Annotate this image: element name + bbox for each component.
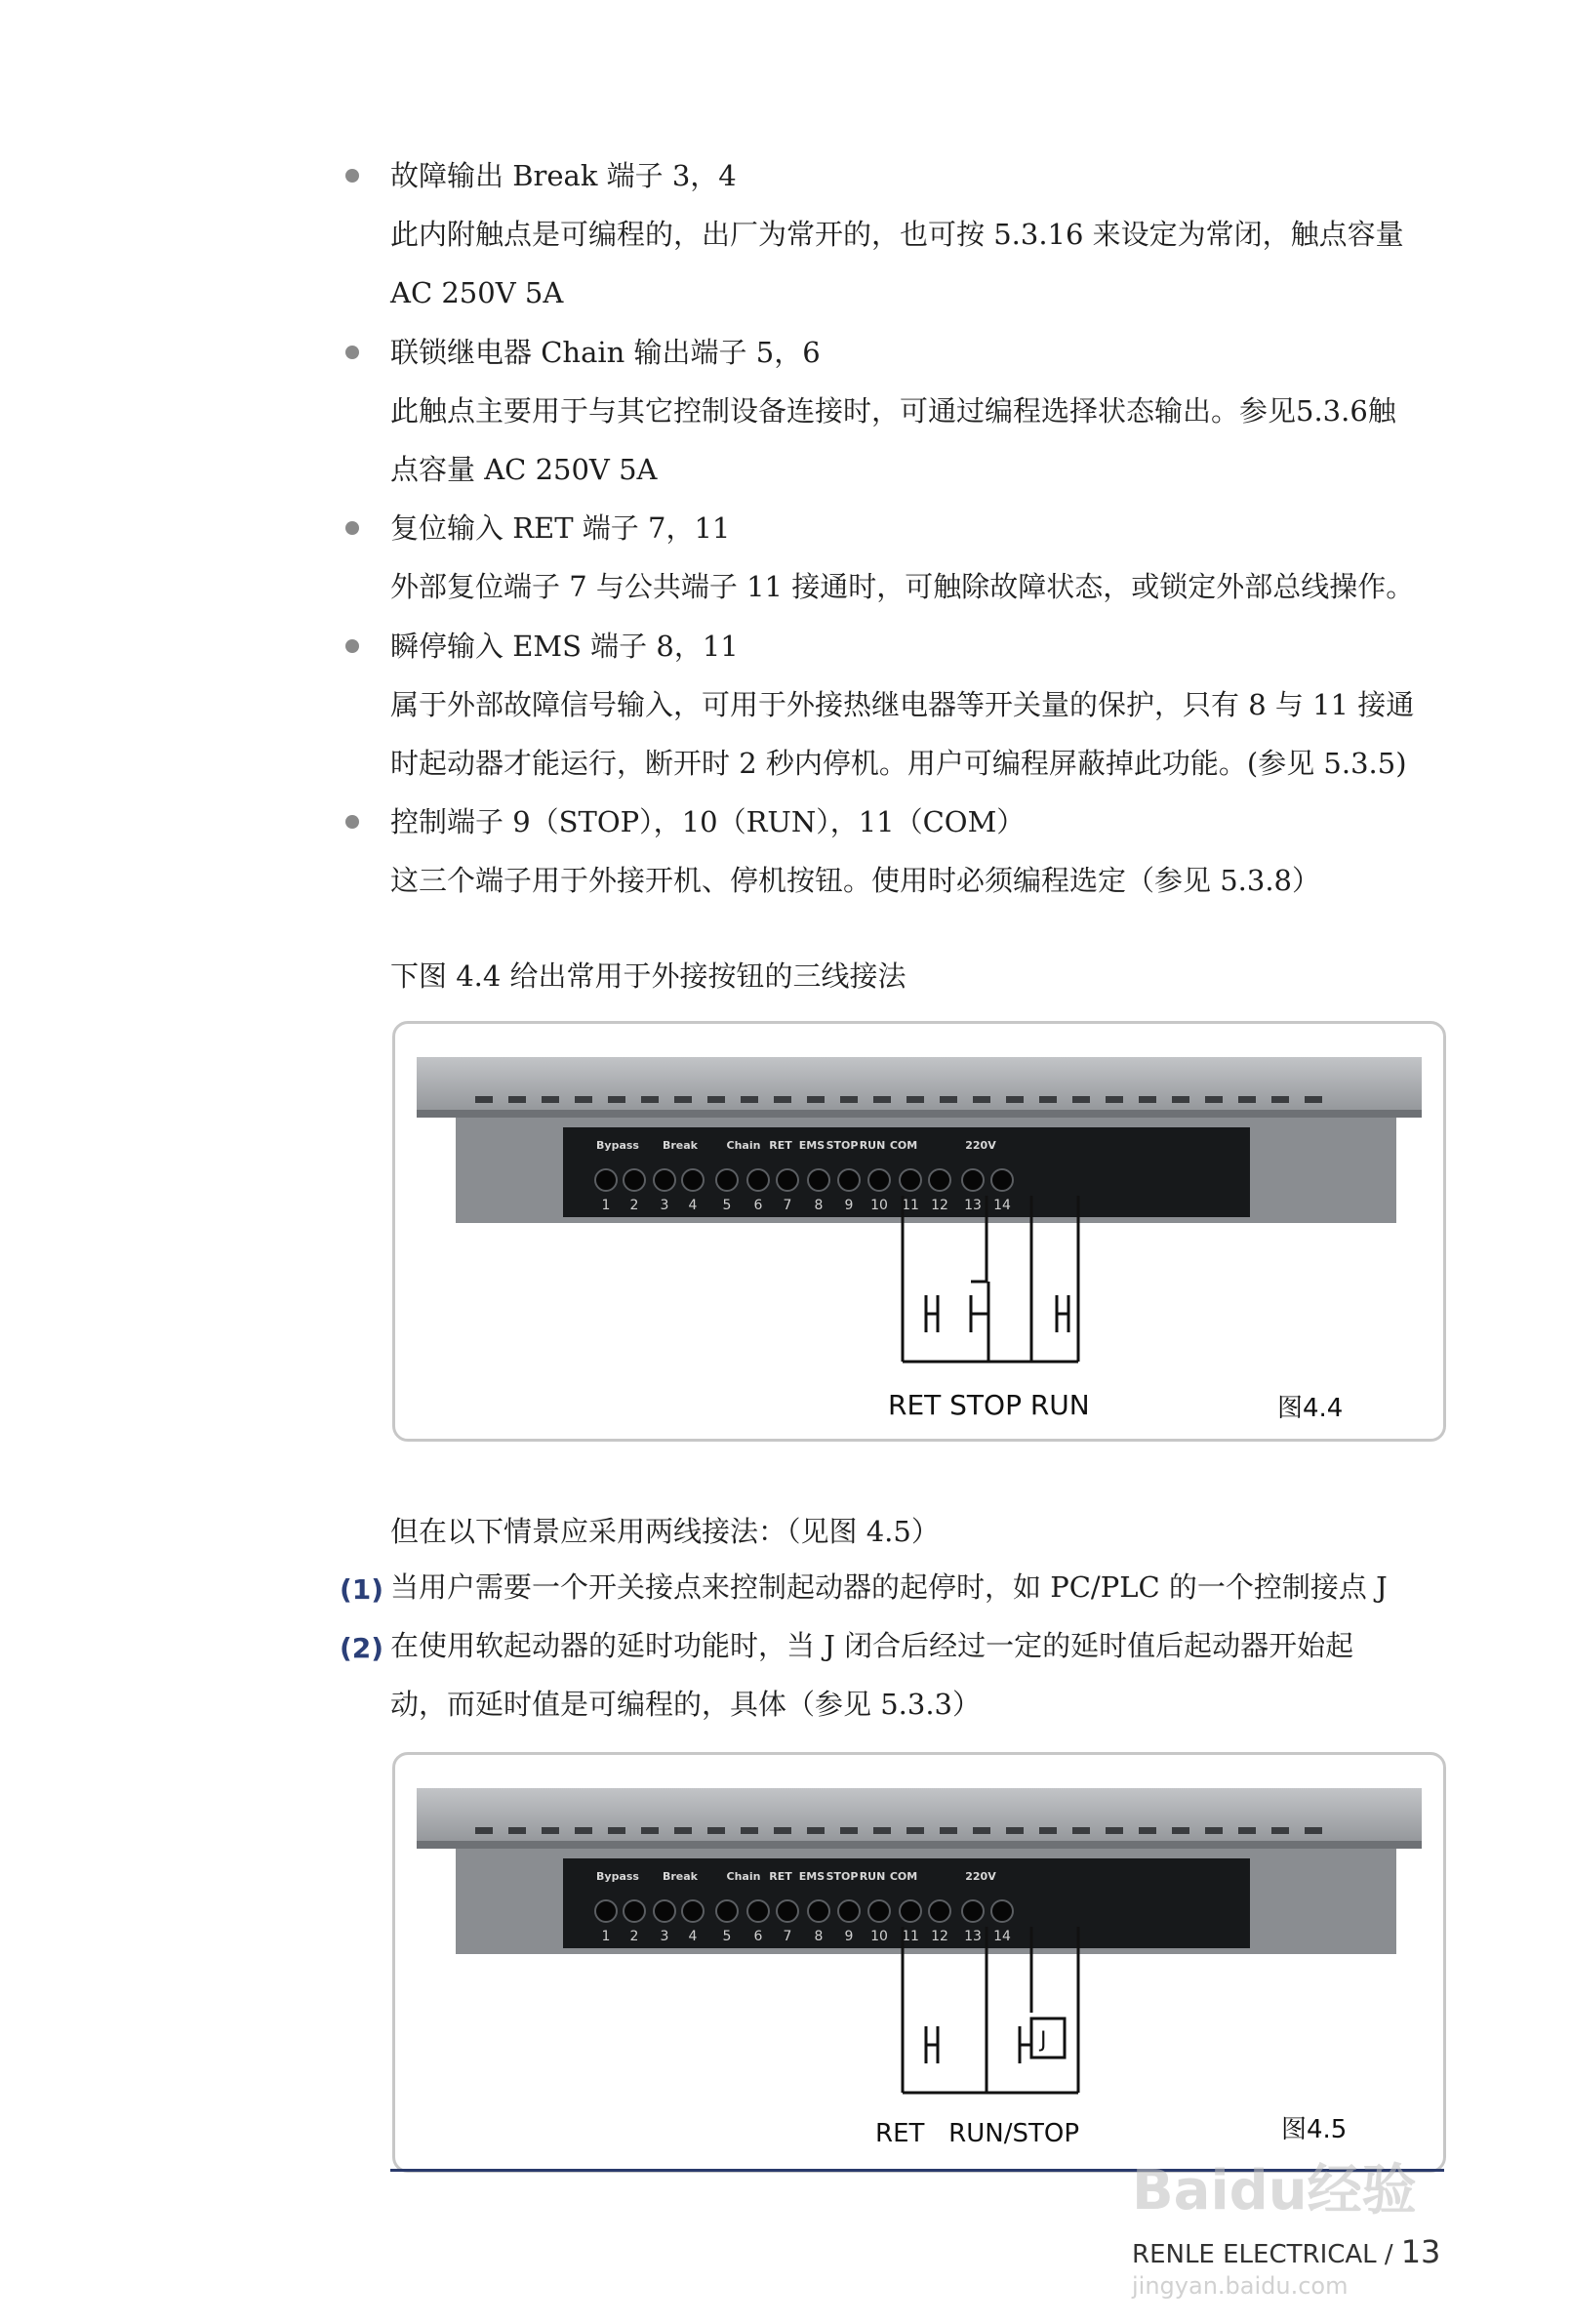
terminal-group-label: EMS xyxy=(798,1870,826,1883)
terminal-number: 5 xyxy=(722,1929,732,1944)
bullet-dot xyxy=(345,639,359,653)
terminal-screw xyxy=(682,1900,704,1922)
bullet-body: 时起动器才能运行，断开时 2 秒内停机。用户可编程屏蔽掉此功能。(参见 5.3.5) xyxy=(390,747,1407,780)
vent-slot xyxy=(873,1096,891,1103)
terminal-group-label: Bypass xyxy=(596,1139,639,1152)
bullet-body: 点容量 AC 250V 5A xyxy=(390,453,658,486)
fig44-caption: 图4.4 xyxy=(1277,1394,1344,1423)
terminal-group-label: Break xyxy=(662,1870,699,1883)
vent-slot xyxy=(1072,1096,1090,1103)
terminal-number: 5 xyxy=(722,1198,732,1213)
terminal-screw xyxy=(991,1169,1013,1191)
terminal-group-label: Bypass xyxy=(596,1870,639,1883)
case-number: (1) xyxy=(340,1573,384,1606)
terminal-group-label: Break xyxy=(662,1139,699,1152)
vent-slot xyxy=(1039,1096,1057,1103)
vent-slot xyxy=(475,1096,493,1103)
terminal-screw xyxy=(838,1900,860,1922)
terminal-number: 13 xyxy=(964,1198,982,1213)
terminal-number: 12 xyxy=(931,1929,948,1944)
terminal-screw xyxy=(929,1900,950,1922)
terminal-group-label: STOP xyxy=(826,1139,859,1152)
vent-slot xyxy=(807,1096,825,1103)
terminal-group-label: COM xyxy=(889,1870,918,1883)
vent-slot xyxy=(873,1827,891,1834)
terminal-number: 11 xyxy=(902,1198,919,1213)
vent-slot xyxy=(1271,1096,1289,1103)
vent-slot xyxy=(840,1827,858,1834)
vent-slot xyxy=(807,1827,825,1834)
terminal-number: 8 xyxy=(814,1198,824,1213)
wiring-diagram-two-wire xyxy=(395,1755,1443,2170)
case-number: (2) xyxy=(340,1632,384,1664)
vent-slot xyxy=(542,1827,559,1834)
vent-slot xyxy=(1305,1096,1322,1103)
vent-slot xyxy=(608,1827,625,1834)
bullet-body: 此内附触点是可编程的，出厂为常开的，也可按 5.3.16 来设定为常闭，触点容量 xyxy=(390,218,1404,251)
terminal-number: 12 xyxy=(931,1198,948,1213)
vent-slot xyxy=(940,1827,957,1834)
vent-slot xyxy=(774,1096,791,1103)
vent-slot xyxy=(940,1096,957,1103)
terminal-group-label: COM xyxy=(889,1139,918,1152)
terminal-number: 3 xyxy=(660,1929,669,1944)
terminal-screw xyxy=(716,1169,738,1191)
terminal-screw xyxy=(747,1169,769,1191)
bullet-dot xyxy=(345,815,359,829)
terminal-group-label: 220V xyxy=(965,1870,996,1883)
terminal-number: 2 xyxy=(629,1929,639,1944)
vent-slot xyxy=(508,1827,526,1834)
relay-box xyxy=(1031,2018,1065,2058)
wiring-diagram-three-wire xyxy=(395,1024,1443,1439)
bullet-body: 这三个端子用于外接开机、停机按钮。使用时必须编程选定（参见 5.3.8） xyxy=(390,864,1321,897)
vent-slot xyxy=(840,1096,858,1103)
vent-slot xyxy=(1106,1096,1123,1103)
two-wire-intro: 但在以下情景应采用两线接法：（见图 4.5） xyxy=(390,1515,940,1548)
terminal-number: 1 xyxy=(601,1929,611,1944)
vent-slot xyxy=(774,1827,791,1834)
bullet-dot xyxy=(345,169,359,183)
vent-slot xyxy=(1106,1827,1123,1834)
terminal-number: 14 xyxy=(993,1198,1011,1213)
vent-slot xyxy=(575,1096,592,1103)
bullet-dot xyxy=(345,346,359,359)
vent-slot xyxy=(1205,1096,1223,1103)
figure-4-5 xyxy=(392,1752,1446,2173)
terminal-number: 6 xyxy=(753,1198,763,1213)
terminal-number: 14 xyxy=(993,1929,1011,1944)
vent-slot xyxy=(641,1096,659,1103)
terminal-group-label: RET xyxy=(769,1139,792,1152)
terminal-screw xyxy=(900,1169,921,1191)
terminal-screw xyxy=(654,1900,675,1922)
terminal-screw xyxy=(777,1900,798,1922)
terminal-screw xyxy=(838,1169,860,1191)
terminal-screw xyxy=(624,1900,645,1922)
terminal-number: 10 xyxy=(870,1198,888,1213)
terminal-number: 6 xyxy=(753,1929,763,1944)
vent-slot xyxy=(508,1096,526,1103)
terminal-screw xyxy=(900,1900,921,1922)
terminal-number: 9 xyxy=(844,1198,854,1213)
vent-slot xyxy=(1139,1096,1156,1103)
terminal-group-label: STOP xyxy=(826,1870,859,1883)
vent-slot xyxy=(542,1096,559,1103)
bullet-title: 控制端子 9（STOP），10（RUN），11（COM） xyxy=(390,805,1026,838)
vent-slot xyxy=(1271,1827,1289,1834)
bullet-title: 联锁继电器 Chain 输出端子 5，6 xyxy=(390,336,821,369)
case-text-cont: 动，而延时值是可编程的，具体（参见 5.3.3） xyxy=(390,1688,982,1721)
figure-intro: 下图 4.4 给出常用于外接按钮的三线接法 xyxy=(390,959,906,993)
terminal-group-label: EMS xyxy=(798,1139,826,1152)
bullet-title: 瞬停输入 EMS 端子 8，11 xyxy=(390,630,739,663)
vent-slot xyxy=(906,1827,924,1834)
bullet-title: 故障输出 Break 端子 3，4 xyxy=(390,159,737,192)
vent-slot xyxy=(1072,1827,1090,1834)
terminal-screw xyxy=(777,1169,798,1191)
vent-slot xyxy=(1238,1096,1256,1103)
fig45-wire-labels: RET RUN/STOP xyxy=(875,2119,1080,2148)
vent-slot xyxy=(641,1827,659,1834)
terminal-number: 13 xyxy=(964,1929,982,1944)
terminal-number: 10 xyxy=(870,1929,888,1944)
terminal-screw xyxy=(808,1169,829,1191)
bullet-body: 属于外部故障信号输入，可用于外接热继电器等开关量的保护，只有 8 与 11 接通 xyxy=(390,688,1415,721)
bullet-body: 外部复位端子 7 与公共端子 11 接通时，可触除故障状态，或锁定外部总线操作。 xyxy=(390,570,1415,603)
page-number: 13 xyxy=(1400,2233,1441,2270)
terminal-number: 7 xyxy=(783,1198,792,1213)
vent-slot xyxy=(707,1827,725,1834)
terminal-group-label: Chain xyxy=(726,1870,761,1883)
relay-label: J xyxy=(1040,2028,1047,2053)
watermark-logo: Baidu经验 xyxy=(1132,2159,1417,2222)
vent-slot xyxy=(475,1827,493,1834)
terminal-screw xyxy=(595,1900,617,1922)
terminal-number: 3 xyxy=(660,1198,669,1213)
bullet-body: AC 250V 5A xyxy=(390,276,564,309)
terminal-number: 4 xyxy=(688,1929,698,1944)
terminal-screw xyxy=(624,1169,645,1191)
terminal-number: 4 xyxy=(688,1198,698,1213)
terminal-number: 1 xyxy=(601,1198,611,1213)
vent-slot xyxy=(1039,1827,1057,1834)
vent-slot xyxy=(1172,1096,1189,1103)
figure-4-4 xyxy=(392,1021,1446,1442)
vent-slot xyxy=(674,1827,692,1834)
terminal-screw xyxy=(808,1900,829,1922)
vent-slot xyxy=(1172,1827,1189,1834)
vent-slot xyxy=(973,1827,990,1834)
terminal-screw xyxy=(868,1900,890,1922)
terminal-number: 8 xyxy=(814,1929,824,1944)
vent-slot xyxy=(608,1096,625,1103)
fig45-caption: 图4.5 xyxy=(1281,2115,1348,2144)
vent-slot xyxy=(707,1096,725,1103)
terminal-number: 7 xyxy=(783,1929,792,1944)
vent-slot xyxy=(906,1096,924,1103)
terminal-number: 11 xyxy=(902,1929,919,1944)
terminal-group-label: RUN xyxy=(859,1139,886,1152)
vent-slot xyxy=(1205,1827,1223,1834)
vent-slot xyxy=(674,1096,692,1103)
terminal-group-label: 220V xyxy=(965,1139,996,1152)
terminal-screw xyxy=(595,1169,617,1191)
terminal-screw xyxy=(716,1900,738,1922)
bullet-body: 此触点主要用于与其它控制设备连接时，可通过编程选择状态输出。参见5.3.6触 xyxy=(390,394,1396,428)
vent-slot xyxy=(741,1827,758,1834)
vent-slot xyxy=(1006,1096,1024,1103)
terminal-screw xyxy=(747,1900,769,1922)
vent-slot xyxy=(1238,1827,1256,1834)
fig44-wire-labels: RET STOP RUN xyxy=(888,1389,1090,1421)
vent-slot xyxy=(575,1827,592,1834)
footer-company: RENLE ELECTRICAL / xyxy=(1132,2240,1393,2269)
watermark-url: jingyan.baidu.com xyxy=(1132,2272,1349,2300)
vent-slot xyxy=(973,1096,990,1103)
terminal-screw xyxy=(929,1169,950,1191)
terminal-number: 2 xyxy=(629,1198,639,1213)
bullet-title: 复位输入 RET 端子 7，11 xyxy=(390,511,731,545)
terminal-screw xyxy=(962,1900,984,1922)
terminal-screw xyxy=(682,1169,704,1191)
case-text: 在使用软起动器的延时功能时，当 J 闭合后经过一定的延时值后起动器开始起 xyxy=(390,1629,1354,1662)
vent-slot xyxy=(1305,1827,1322,1834)
terminal-group-label: RUN xyxy=(859,1870,886,1883)
terminal-group-label: Chain xyxy=(726,1139,761,1152)
terminal-screw xyxy=(654,1169,675,1191)
terminal-number: 9 xyxy=(844,1929,854,1944)
terminal-screw xyxy=(962,1169,984,1191)
vent-slot xyxy=(1139,1827,1156,1834)
case-text: 当用户需要一个开关接点来控制起动器的起停时，如 PC/PLC 的一个控制接点 J xyxy=(390,1570,1388,1604)
terminal-screw xyxy=(868,1169,890,1191)
vent-slot xyxy=(741,1096,758,1103)
vent-slot xyxy=(1006,1827,1024,1834)
footer xyxy=(1132,2233,1440,2270)
bullet-dot xyxy=(345,521,359,535)
terminal-group-label: RET xyxy=(769,1870,792,1883)
terminal-screw xyxy=(991,1900,1013,1922)
